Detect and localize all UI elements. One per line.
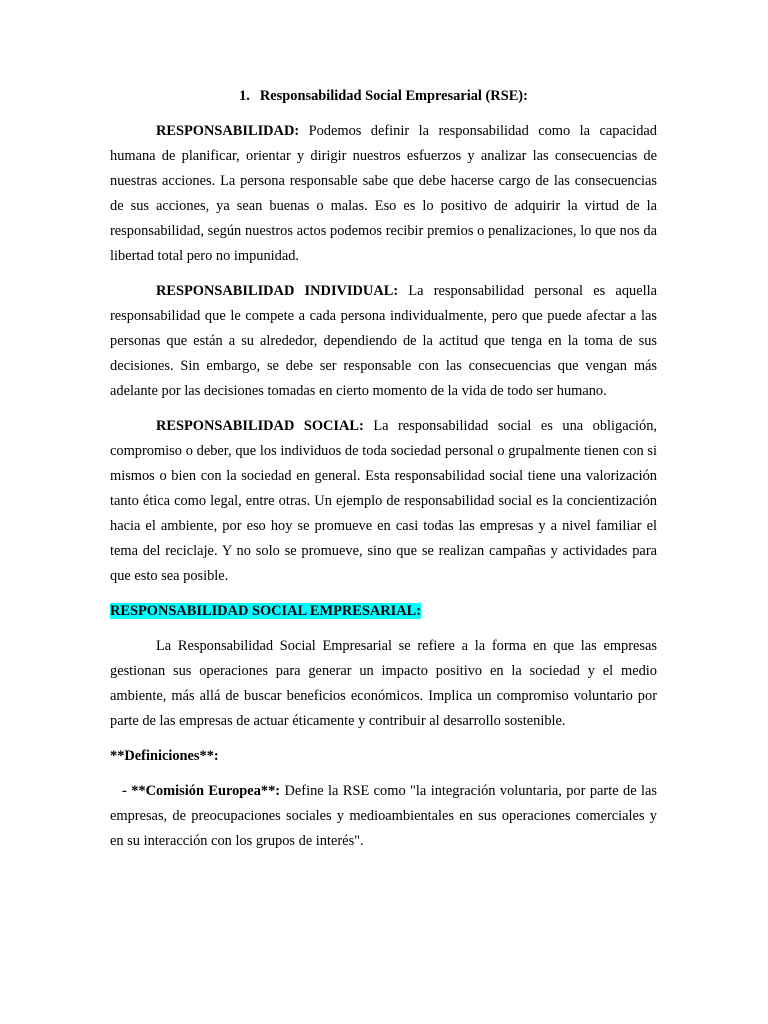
paragraph-responsabilidad-social <box>110 414 657 589</box>
definition-source-comision-europea: - **Comisión Europea**: <box>122 783 281 799</box>
definition-text-comision-europea: Define la RSE como "la integración voluntaria, por parte de las empresas, de preocupaciones sociales y medioambientales en sus operaciones comerciales y en su interacción con los grupos de interés". <box>110 783 657 849</box>
paragraph-rse: La Responsabilidad Social Empresarial se refiere a la forma en que las empresas gestionan sus operaciones para generar un impacto positivo en la sociedad y el medio ambiente, más allá de buscar beneficios económicos. Implica un compromiso voluntario por parte de las empresas de actuar éticamente y contribuir al desarrollo sostenible. <box>110 638 657 729</box>
definition-item-comision-europea <box>110 779 657 854</box>
paragraph-responsabilidad <box>110 119 657 269</box>
title-number: 1. <box>239 88 250 104</box>
document-title <box>110 84 657 109</box>
definitions-heading: **Definiciones**: <box>110 748 219 764</box>
title-text: Responsabilidad Social Empresarial (RSE): <box>259 88 528 104</box>
definition-responsabilidad-social: La responsabilidad social es una obligación, compromiso o deber, que los individuos de toda sociedad personal o grupalmente tienen con si mismos o bien con la sociedad en general. Esta responsabilidad social tiene una valorización tanto ética como legal, entre otras. Un ejemplo de responsabilidad social es la concientización hacia el ambiente, por eso hoy se promueve en casi todas las empresas y a nivel familiar el tema del reciclaje. Y no solo se promueve, sino que se realizan campañas y actividades para que esto sea posible. <box>110 418 657 584</box>
document-page <box>110 84 657 854</box>
term-responsabilidad-social: RESPONSABILIDAD SOCIAL: <box>156 418 364 434</box>
term-responsabilidad-individual: RESPONSABILIDAD INDIVIDUAL: <box>156 283 399 299</box>
rse-heading-line <box>110 599 657 624</box>
definition-responsabilidad-individual: La responsabilidad personal es aquella responsabilidad que le compete a cada persona individualmente, pero que puede afectar a las personas que están a su alrededor, dependiendo de la actitud que tenga en la toma de sus decisiones. Sin embargo, se debe ser responsable con las consecuencias que vengan más adelante por las decisiones tomadas en cierto momento de la vida de todo ser humano. <box>110 283 657 399</box>
definition-responsabilidad: Podemos definir la responsabilidad como la capacidad humana de planificar, orientar y dirigir nuestros esfuerzos y analizar las consecuencias de nuestras acciones. La persona responsable sabe que debe hacerse cargo de las consecuencias de sus acciones, ya sean buenas o malas. Eso es lo positivo de adquirir la virtud de la responsabilidad, según nuestros actos podemos recibir premios o penalizaciones, lo que nos da libertad total pero no impunidad. <box>110 123 657 264</box>
rse-heading: RESPONSABILIDAD SOCIAL EMPRESARIAL: <box>110 603 422 619</box>
paragraph-responsabilidad-individual <box>110 279 657 404</box>
term-responsabilidad: RESPONSABILIDAD: <box>156 123 300 139</box>
